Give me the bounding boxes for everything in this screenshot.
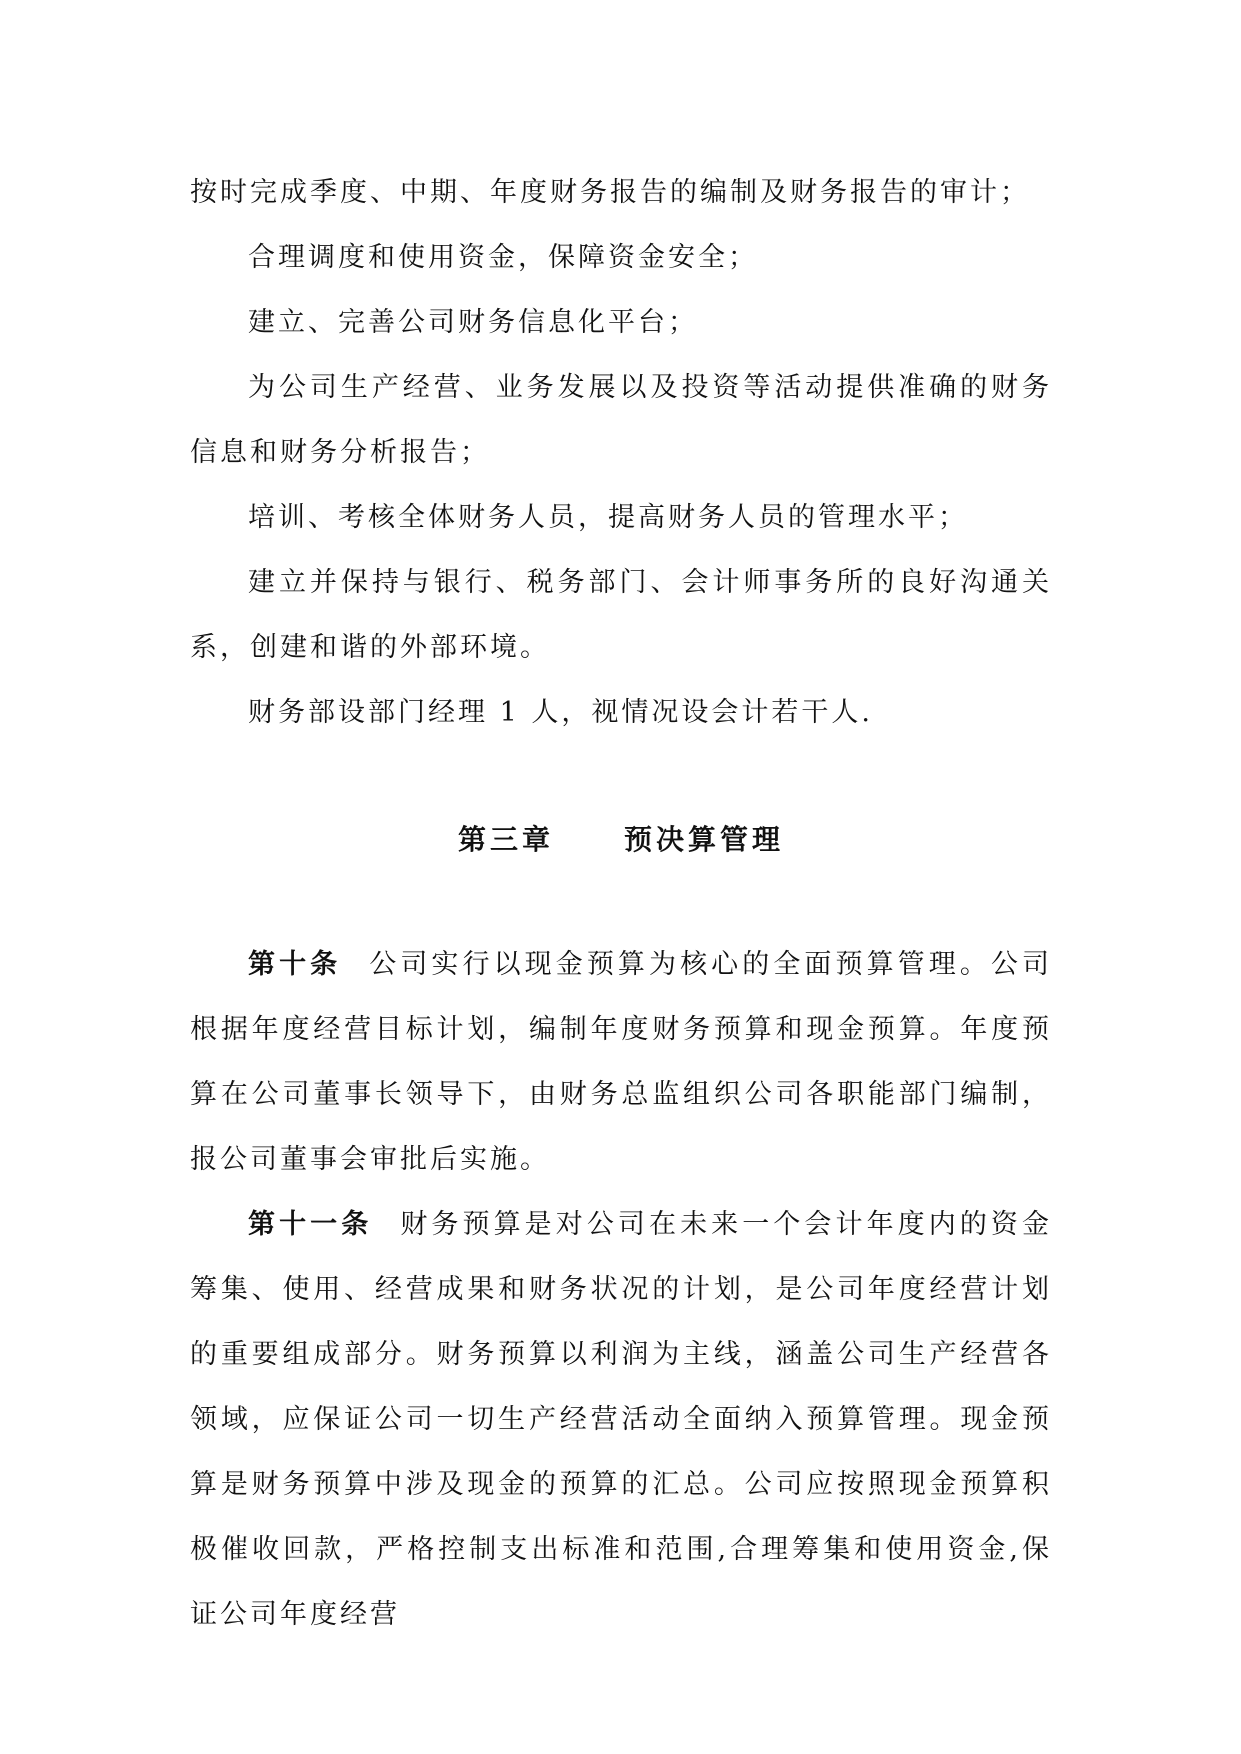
document-body — [190, 160, 1052, 1647]
duty-info-platform: 建立、完善公司财务信息化平台； — [248, 307, 698, 338]
chapter-heading — [190, 807, 1052, 872]
chapter-number: 第三章 — [457, 823, 554, 856]
article-text: 公司实行以现金预算为核心的全面预算管理。公司根据年度经营目标计划，编制年度财务预算和现金预算。年度预算在公司董事长领导下，由财务总监组织公司各职能部门编制，报公司董事会审批后实施。 — [190, 949, 1052, 1175]
duty-funds: 合理调度和使用资金，保障资金安全； — [248, 242, 758, 273]
duty-staffing: 财务部设部门经理 1 人，视情况设会计若干人. — [248, 697, 873, 728]
continuation-paragraph: 按时完成季度、中期、年度财务报告的编制及财务报告的审计； — [190, 177, 1030, 208]
duty-training: 培训、考核全体财务人员，提高财务人员的管理水平； — [248, 502, 968, 533]
article-11 — [190, 1192, 1052, 1647]
duty-relations: 建立并保持与银行、税务部门、会计师事务所的良好沟通关系，创建和谐的外部环境。 — [190, 567, 1052, 663]
article-10 — [190, 932, 1052, 1192]
duty-financial-info: 为公司生产经营、业务发展以及投资等活动提供准确的财务信息和财务分析报告； — [190, 372, 1052, 468]
chapter-title: 预决算管理 — [624, 823, 785, 856]
article-text: 财务预算是对公司在未来一个会计年度内的资金筹集、使用、经营成果和财务状况的计划，是公司年度经营计划的重要组成部分。财务预算以利润为主线，涵盖公司生产经营各领域，应保证公司一切生产经营活动全面纳入预算管理。现金预算是财务预算中涉及现金的预算的汇总。公司应按照现金预算积极催收回款，严格控制支出标准和范围,合理筹集和使用资金,保证公司年度经营 — [190, 1209, 1053, 1630]
article-label: 第十一条 — [248, 1209, 373, 1240]
article-label: 第十条 — [248, 949, 342, 980]
